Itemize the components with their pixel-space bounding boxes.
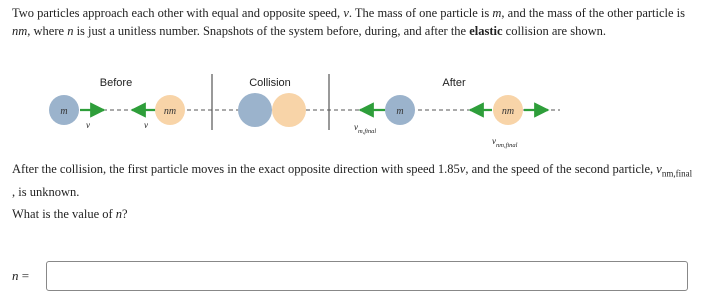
intro-text-1: Two particles approach each other with equal and opposite speed, <box>12 6 344 20</box>
before-label: Before <box>99 77 133 89</box>
answer-label <box>12 268 29 284</box>
ball-nm-collision <box>272 93 306 127</box>
ball-nm-before-label: nm <box>163 106 177 117</box>
intro-text-2: . The mass of one particle is <box>348 6 493 20</box>
question <box>12 205 694 223</box>
answer-input[interactable] <box>46 261 688 291</box>
answer-label-var: n <box>12 268 19 283</box>
var-v: v <box>343 6 349 20</box>
problem-after-collision <box>12 160 694 201</box>
after-text-1: After the collision, the first particle moves in the exact opposite direction with speed 1.85 <box>12 162 460 176</box>
collision-label: Collision <box>249 77 291 89</box>
var-n-question: n <box>115 207 123 221</box>
after-text-2: , and the speed of the second particle, <box>465 162 657 176</box>
intro-text-5: is just a unitless number. Snapshots of the system before, during, and after the <box>73 24 470 38</box>
v-nm-final-label: $v_{nm,final}$ <box>492 136 518 149</box>
intro-text-3: , and the mass of the other particle is <box>501 6 686 20</box>
after-label: After <box>442 77 466 89</box>
var-v-nm-final: v <box>656 162 662 176</box>
v-label-nm: v <box>144 120 148 130</box>
ball-m-collision <box>238 93 272 127</box>
answer-row <box>12 261 692 293</box>
var-v-2: v <box>459 162 466 176</box>
var-v-nm-final-sub: nm,final <box>661 168 693 179</box>
question-text-2: ? <box>122 207 128 221</box>
v-label-m: v <box>86 120 90 130</box>
ball-m-after-label: m <box>396 106 404 117</box>
question-text-1: What is the value of <box>12 207 116 221</box>
intro-text-6: collision are shown. <box>502 24 607 38</box>
collision-diagram <box>0 68 702 158</box>
answer-label-eq: = <box>18 268 30 283</box>
intro-text-4: , where <box>27 24 68 38</box>
elastic-keyword: elastic <box>469 24 503 38</box>
var-n: n <box>67 24 74 38</box>
after-text-3: , is unknown. <box>12 184 80 199</box>
var-nm: nm <box>12 24 28 38</box>
var-m: m <box>492 6 502 20</box>
ball-nm-after-label: nm <box>501 106 515 117</box>
problem-intro <box>12 4 694 40</box>
ball-m-before-label: m <box>60 106 68 117</box>
v-m-final-label: $v_{m,final}$ <box>354 122 377 135</box>
